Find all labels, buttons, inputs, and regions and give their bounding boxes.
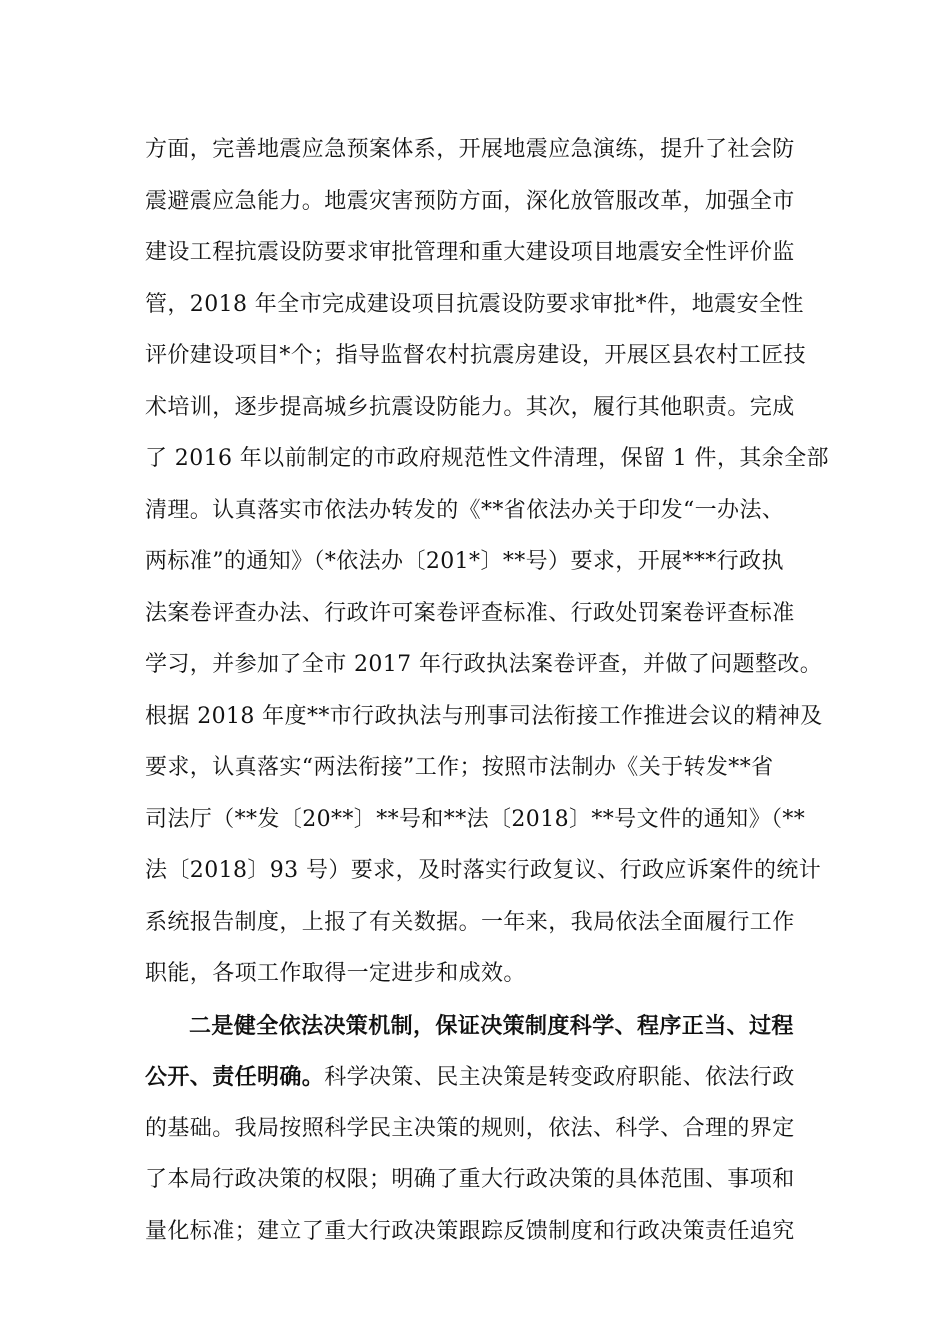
paragraph-2-line-3: 的基础。我局按照科学民主决策的规则，依法、科学、合理的界定: [145, 1115, 795, 1141]
document-body: [145, 130, 829, 1263]
text-line-7: 了 2016 年以前制定的市政府规范性文件清理，保留 1 件，其余全部: [145, 446, 829, 471]
paragraph-2-line-2-rest: 科学决策、民主决策是转变政府职能、依法行政: [324, 1065, 795, 1090]
text-line-9: 两标准”的通知》（*依法办〔201*〕**号）要求，开展***行政执: [145, 549, 784, 574]
text-line-16: 系统报告制度，上报了有关数据。一年来，我局依法全面履行工作: [145, 909, 795, 935]
text-line-8: 清理。认真落实市依法办转发的《**省依法办关于印发“一办法、: [145, 497, 785, 523]
text-line-10: 法案卷评查办法、行政许可案卷评查标准、行政处罚案卷评查标准: [145, 600, 795, 626]
text-line-6: 术培训，逐步提高城乡抗震设防能力。其次，履行其他职责。完成: [145, 394, 795, 420]
text-line-4: 管，2018 年全市完成建设项目抗震设防要求审批*件，地震安全性: [145, 291, 804, 317]
paragraph-2-heading-end: 公开、责任明确。: [145, 1064, 325, 1090]
text-line-5: 评价建设项目*个；指导监督农村抗震房建设，开展区县农村工匠技: [145, 343, 807, 368]
text-line-1: 方面，完善地震应急预案体系，开展地震应急演练，提升了社会防: [145, 137, 795, 162]
paragraph-2-line-5: 量化标准；建立了重大行政决策跟踪反馈制度和行政决策责任追究: [145, 1218, 795, 1244]
paragraph-2-line-2: [145, 1057, 805, 1109]
text-line-2: 震避震应急能力。地震灾害预防方面，深化放管服改革，加强全市: [145, 188, 795, 214]
text-line-14: 司法厅（**发〔20**〕**号和**法〔2018〕**号文件的通知》（**: [145, 806, 806, 832]
text-line-3: 建设工程抗震设防要求审批管理和重大建设项目地震安全性评价监: [145, 240, 795, 265]
text-line-15: 法〔2018〕93 号）要求，及时落实行政复议、行政应诉案件的统计: [145, 858, 822, 883]
text-line-12: 根据 2018 年度**市行政执法与刑事司法衔接工作推进会议的精神及: [145, 703, 823, 729]
text-line-17: 职能，各项工作取得一定进步和成效。: [145, 961, 526, 986]
paragraph-2-heading-line: 二是健全依法决策机制，保证决策制度科学、程序正当、过程: [189, 1012, 794, 1039]
paragraph-2-line-4: 了本局行政决策的权限；明确了重大行政决策的具体范围、事项和: [145, 1167, 795, 1192]
text-line-13: 要求，认真落实“两法衔接”工作；按照市法制办《关于转发**省: [145, 755, 774, 780]
text-line-11: 学习，并参加了全市 2017 年行政执法案卷评查，并做了问题整改。: [145, 652, 823, 677]
